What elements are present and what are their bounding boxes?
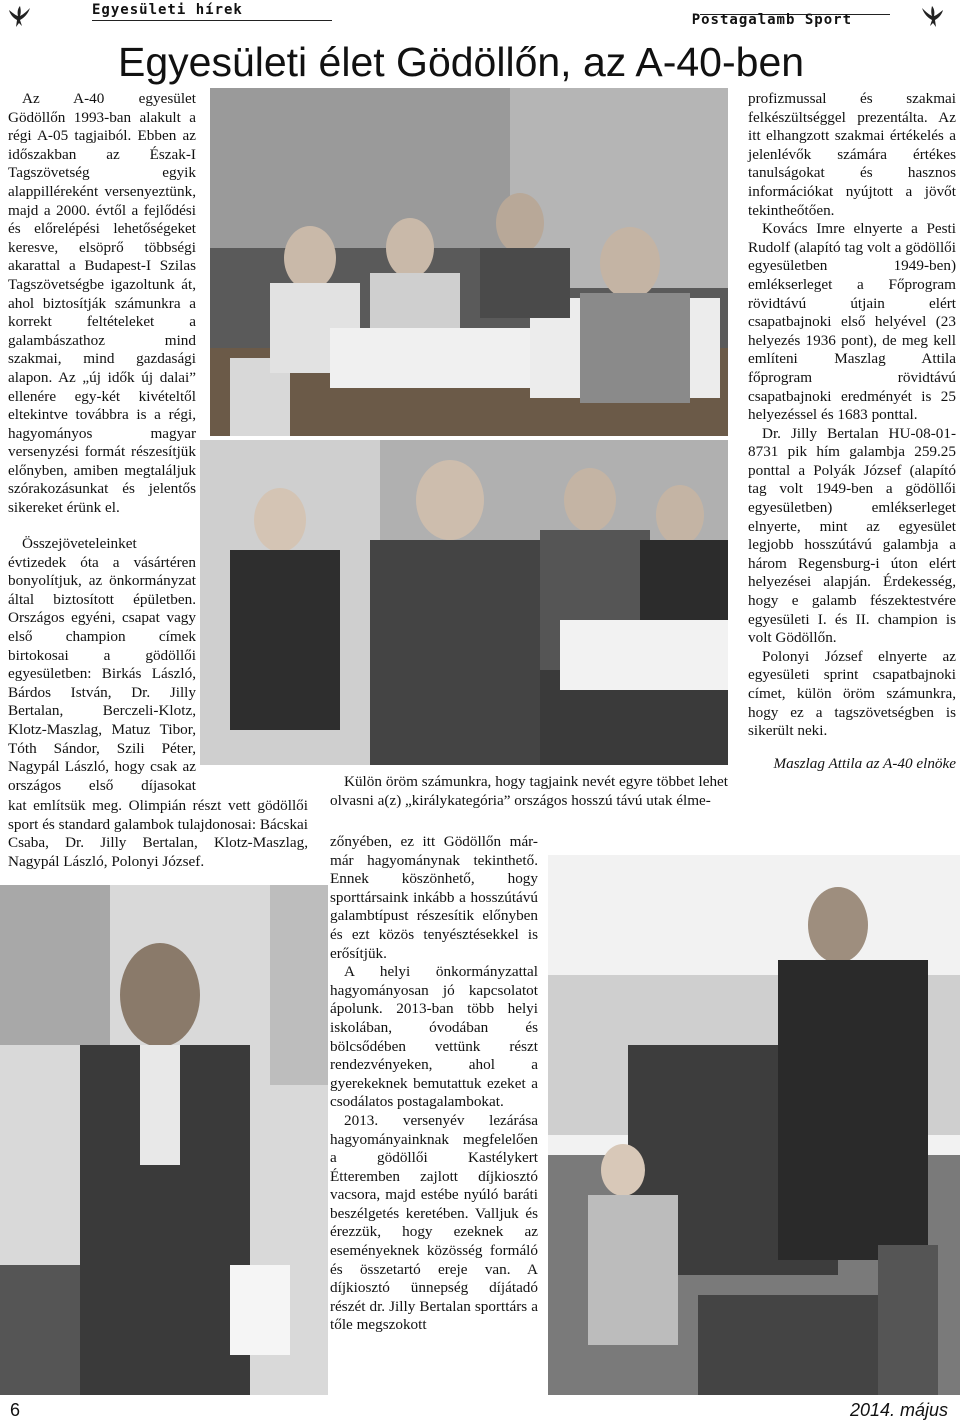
left-column-middle — [8, 535, 196, 797]
left-column-top — [8, 90, 196, 518]
left-paragraph-2: Összejöveteleinket évtizedek óta a vásártéren bonyolítjuk, az önkormányzat által biztosított épületben. Országos egyéni, csapat vagy első champion címek birtokosai a gödöllői egyesületben: Birkás László, Bárdos István, Dr. Jilly Bertalan, Berczeli-Klotz, Klotz-Maszlag, Matuz Tibor, Tóth Sándor, Szili Péter, Nagypál László, hogy csak az országos első díjasokat — [8, 535, 196, 794]
dove-logo-icon — [920, 4, 946, 30]
photo-president-speaking — [0, 885, 328, 1395]
dove-logo-icon — [6, 4, 32, 30]
author-signature: Maszlag Attila az A-40 elnöke — [773, 754, 956, 772]
middle-column-wide — [330, 773, 728, 815]
left-paragraph-2-continued: kat említsük meg. Olimpián részt vett gödöllői sport és standard galambok tulajdonosai: Bácskai Csaba, Dr. Jilly Bertalan, Klotz-Maszlag, Nagypál László, Polonyi József. — [8, 797, 308, 870]
page-number: 6 — [10, 1400, 21, 1420]
photo-child-with-pigeons — [548, 855, 960, 1395]
photo-members-seated — [200, 440, 728, 765]
right-paragraph-3: Dr. Jilly Bertalan HU-08-01-8731 pik hím galambja 259.25 ponttal a Polyák József (alapító tag volt 1949-ben a gödöllői egyesületben) emlékserleget elnyerte, mint az egyesület legjobb hosszútávú galambja a három Regensburg-i úton elért helyezései alapján. Érdekesség, hogy e galamb fészektestvére egyesületi I. és II. champion is volt Gödöllőn. — [748, 424, 956, 647]
photo-members-at-table — [210, 88, 728, 436]
right-paragraph-4: Polonyi József elnyerte az egyesületi sprint csapatbajnoki címet, külön öröm számunkra, hogy ez a tagszövetségben is sikerült neki. — [748, 647, 956, 740]
right-column — [748, 90, 956, 773]
header-rule-left — [92, 20, 332, 21]
right-paragraph-1: profizmussal és szakmai felkészültséggel prezentálta. Az itt elhangzott szakmai értékelés a jelenlévők számára értékes tanulságokat és hasznos információkat nyújtott a jövőt tekintheőtően. — [748, 90, 956, 219]
middle-paragraph-2: A helyi önkormányzattal hagyományosan jó kapcsolatot ápolunk. 2013-ban több helyi iskolában, óvodában és bölcsődében vettünk részt rendezvényeken, ahol a gyerekeknek bemutattuk ezeket a csodálatos postagalambokat. — [330, 963, 538, 1111]
left-paragraph-1: Az A-40 egyesület Gödöllőn 1993-ban alakult a régi A-05 tagjaiból. Ebben az időszakban az Észak-I Tagszövetség egyik alappilléreként versenyeztünk, majd a 2000. évtől a fejlődési és előrelépési lehetőségeket keresve, elsöprő többségi akarattal a Budapest-I Szilas Tagszövetségbe igazoltunk át, ahol biztosítják számunkra a korrekt feltételeket a galambászathoz mind szakmai, mind gazdasági alapon. Az „új idők új dalai” ellenére egy-két kivételtől eltekintve továbbra is a régi, hagyományos magyar versenyzési formát részesítjük előnyben, amiben megtaláljuk szórakozásunkat és jelentős sikereket érünk el. — [8, 90, 196, 517]
article-title: Egyesületi élet Gödöllőn, az A-40-ben — [118, 39, 805, 85]
middle-paragraph-1: zőnyében, ez itt Gödöllőn már-már hagyománynak tekinthető. Ennek köszönhető, hogy sporttársaink inkább a hosszútávú galambtípust részesítik előnyben és ezt közös tenyésztésekkel is erősítjük. — [330, 833, 538, 962]
middle-column — [330, 833, 538, 1335]
header-magazine-name: Postagalamb Sport — [691, 12, 852, 28]
right-paragraph-2: Kovács Imre elnyerte a Pesti Rudolf (alapító tag volt a gödöllői egyesületben 1949-ben) emlékserleget a Főprogram rövidtávú útjain elért csapatbajnoki első helyével (23 helyezés 1936 pont), de meg kell említeni Maszlag Attila főprogram rövidtávú csapatbajnoki eredményét is 25 helyezéssel és 1683 ponttal. — [748, 220, 956, 424]
issue-date: 2014. május — [849, 1400, 948, 1420]
header-section-label: Egyesületi hírek — [92, 2, 243, 18]
middle-paragraph-3: 2013. versenyév lezárása hagyományainknak megfelelően a gödöllői Kastélykert Étteremben zajlott díjkiosztó vacsora, majd estébe nyúló baráti beszélgetés keretében. Valljuk és érezzük, hogy ezeknek az eseményeknek közösség formáló és összetartó ereje van. A díjkiosztó ünnepség díjátadó részét dr. Jilly Bertalan sporttárs a tőle megszokott — [330, 1111, 538, 1334]
middle-paragraph-1-top: Külön öröm számunkra, hogy tagjaink nevét egyre többet lehet olvasni a(z) „királykategória” országos hosszú távú utak élme- — [330, 773, 728, 809]
left-column-bottom — [8, 797, 308, 871]
